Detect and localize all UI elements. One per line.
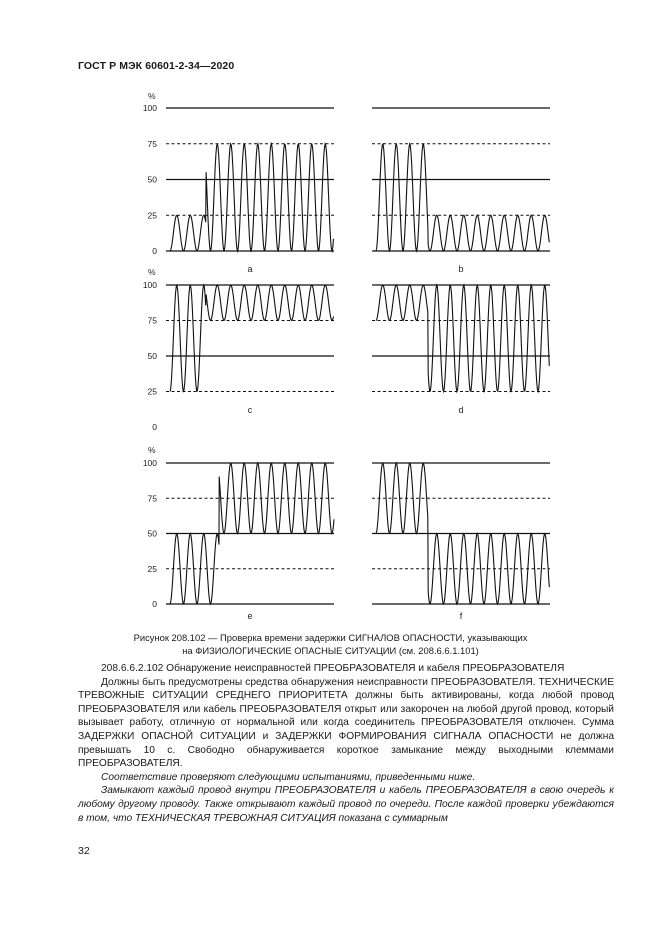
y-unit-label: % [148,267,156,277]
panel-label-f: f [459,611,463,621]
y-tick-label: 75 [147,138,157,149]
y-tick-label: 100 [142,280,157,290]
y-tick-label: 50 [147,174,157,185]
standard-header: ГОСТ Р МЭК 60601-2-34—2020 [78,60,235,72]
waveform-c [170,285,334,392]
panel-label-c: c [247,405,253,415]
y-tick-label: 100 [142,458,157,468]
waveform-a [170,144,334,251]
y-tick-label: 100 [142,103,157,113]
y-tick-label: 50 [147,351,157,361]
panel-label-e: e [247,611,253,621]
body-text [78,662,614,825]
paragraph-requirements: Должны быть предусмотрены средства обнаружения неисправности ПРЕОБРАЗОВАТЕЛЯ. ТЕХНИЧЕСКИЕ ТРЕВОЖНЫЕ СИТУАЦИИ СРЕДНЕГО ПРИОРИТЕТА должны быть активированы, когда любой провод ПРЕОБРАЗОВАТЕЛЯ или кабель ПРЕОБРАЗОВАТЕЛЯ открыт или закорочен на любой другой провод, который вызывает работу, отличную от нормальной или когда соединитель ПРЕОБРАЗОВАТЕЛЯ отключен. Сумма ЗАДЕРЖКИ ОПАСНОЙ СИТУАЦИИ и ЗАДЕРЖКИ ФОРМИРОВАНИЯ СИГНАЛА ОПАСНОСТИ не должна превышать 10 с. Свободно обнаруживается короткое замыкание между выходными клеммами ПРЕОБРАЗОВАТЕЛЯ. [78,676,614,770]
paragraph-test-procedure: Замыкают каждый провод внутри ПРЕОБРАЗОВАТЕЛЯ и кабель ПРЕОБРАЗОВАТЕЛЯ в свою очередь к любому другому проводу. Также открывают каждый провод по очереди. После каждой проверки убеждаются в том, что ТЕХНИЧЕСКАЯ ТРЕВОЖНАЯ СИТУАЦИЯ показана с суммарным [78,785,614,824]
waveform-d [376,285,549,392]
y-tick-label: 0 [152,246,157,256]
y-tick-label: 50 [147,528,157,539]
y-tick-label: 0 [152,599,157,609]
y-tick-label: 25 [147,563,157,574]
figure-caption-line-2: на ФИЗИОЛОГИЧЕСКИЕ ОПАСНЫЕ СИТУАЦИИ (см. 208.6.6.1.101) [182,645,479,656]
panel-label-d: d [458,405,464,415]
y-tick-label: 25 [147,386,157,397]
panel-label-b: b [458,264,464,274]
y-tick-label: 0 [152,422,157,432]
section-heading: 208.6.6.2.102 Обнаружение неисправностей ПРЕОБРАЗОВАТЕЛЯ и кабеля ПРЕОБРАЗОВАТЕЛЯ [101,663,565,674]
figure-caption-line-1: Рисунок 208.102 — Проверка времени задержки СИГНАЛОВ ОПАСНОСТИ, указывающих [133,632,528,643]
y-tick-label: 75 [147,493,157,504]
panel-label-a: a [247,264,253,274]
page-number: 32 [78,845,90,857]
waveform-b [376,144,549,251]
y-unit-label: % [148,445,156,455]
paragraph-compliance: Соответствие проверяют следующими испытаниями, приведенными ниже. [101,771,476,783]
y-tick-label: 75 [147,315,157,326]
y-unit-label: % [148,91,156,101]
y-tick-label: 25 [147,210,157,221]
